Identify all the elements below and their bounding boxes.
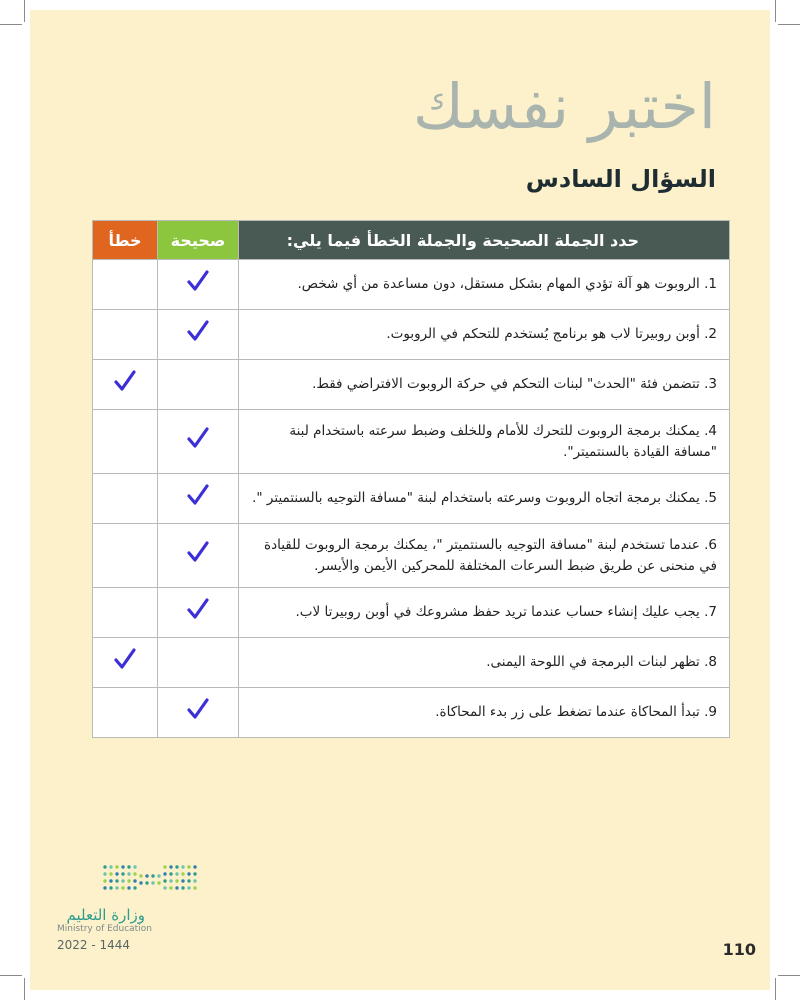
table-body	[93, 260, 730, 738]
answer-true-cell[interactable]	[158, 474, 239, 524]
statement-cell: 9. تبدأ المحاكاة عندما تضغط على زر بدء المحاكاة.	[239, 688, 730, 738]
statement-cell: 7. يجب عليك إنشاء حساب عندما تريد حفظ مشروعك في أوبن روبيرتا لاب.	[239, 588, 730, 638]
crop-mark	[778, 24, 800, 25]
check-mark-icon	[186, 597, 210, 621]
table-row	[93, 474, 730, 524]
check-mark-icon	[186, 697, 210, 721]
crop-mark	[0, 975, 22, 976]
ministry-name-english: Ministry of Education	[57, 924, 152, 934]
statement-cell: 1. الروبوت هو آلة تؤدي المهام بشكل مستقل، دون مساعدة من أي شخص.	[239, 260, 730, 310]
check-mark-icon	[186, 483, 210, 507]
statement-cell: 3. تتضمن فئة "الحدث" لبنات التحكم في حركة الروبوت الافتراضي فقط.	[239, 360, 730, 410]
answer-true-cell[interactable]	[158, 310, 239, 360]
answer-false-cell[interactable]	[93, 524, 158, 588]
answer-true-cell[interactable]	[158, 688, 239, 738]
edition-year: 2022 - 1444	[57, 938, 131, 952]
table-row	[93, 310, 730, 360]
statement-cell: 2. أوبن روبيرتا لاب هو برنامج يُستخدم للتحكم في الروبوت.	[239, 310, 730, 360]
crop-mark	[775, 978, 776, 1000]
table-row	[93, 410, 730, 474]
answer-false-cell[interactable]	[93, 260, 158, 310]
header-statement: حدد الجملة الصحيحة والجملة الخطأ فيما يلي:	[239, 221, 730, 260]
answer-true-cell[interactable]	[158, 524, 239, 588]
answer-false-cell[interactable]	[93, 638, 158, 688]
table-row	[93, 360, 730, 410]
statement-cell: 6. عندما تستخدم لبنة "مسافة التوجيه بالسنتميتر "، يمكنك برمجة الروبوت للقيادة في منحنى عن طريق ضبط السرعات المختلفة للمحركين الأيمن والأيسر.	[239, 524, 730, 588]
answer-true-cell[interactable]	[158, 588, 239, 638]
answer-false-cell[interactable]	[93, 360, 158, 410]
check-mark-icon	[113, 647, 137, 671]
true-false-table	[92, 220, 730, 738]
question-title: السؤال السادس	[525, 165, 716, 193]
table-row	[93, 638, 730, 688]
statement-cell: 5. يمكنك برمجة اتجاه الروبوت وسرعته باستخدام لبنة "مسافة التوجيه بالسنتميتر ".	[239, 474, 730, 524]
check-mark-icon	[186, 319, 210, 343]
page-number: 110	[722, 940, 756, 959]
table-header-row	[93, 221, 730, 260]
check-mark-icon	[186, 426, 210, 450]
answer-true-cell[interactable]	[158, 360, 239, 410]
answer-false-cell[interactable]	[93, 474, 158, 524]
statement-cell: 4. يمكنك برمجة الروبوت للتحرك للأمام وللخلف وضبط سرعته باستخدام لبنة "مسافة القيادة بالسنتميتر".	[239, 410, 730, 474]
table-row	[93, 524, 730, 588]
crop-mark	[775, 0, 776, 22]
answer-false-cell[interactable]	[93, 310, 158, 360]
answer-false-cell[interactable]	[93, 588, 158, 638]
check-mark-icon	[186, 269, 210, 293]
ministry-dots-logo-icon	[101, 862, 201, 902]
table-row	[93, 260, 730, 310]
crop-mark	[0, 24, 22, 25]
crop-mark	[24, 0, 25, 22]
answer-true-cell[interactable]	[158, 410, 239, 474]
answer-true-cell[interactable]	[158, 638, 239, 688]
crop-mark	[778, 975, 800, 976]
table-row	[93, 588, 730, 638]
check-mark-icon	[186, 540, 210, 564]
statement-cell: 8. تظهر لبنات البرمجة في اللوحة اليمنى.	[239, 638, 730, 688]
ministry-name-arabic: وزارة التعليم	[66, 906, 145, 924]
header-false: خطأ	[93, 221, 158, 260]
answer-false-cell[interactable]	[93, 410, 158, 474]
page-title: اختبر نفسك	[412, 70, 716, 143]
crop-mark	[24, 978, 25, 1000]
answer-true-cell[interactable]	[158, 260, 239, 310]
table-row	[93, 688, 730, 738]
check-mark-icon	[113, 369, 137, 393]
answer-false-cell[interactable]	[93, 688, 158, 738]
header-true: صحيحة	[158, 221, 239, 260]
